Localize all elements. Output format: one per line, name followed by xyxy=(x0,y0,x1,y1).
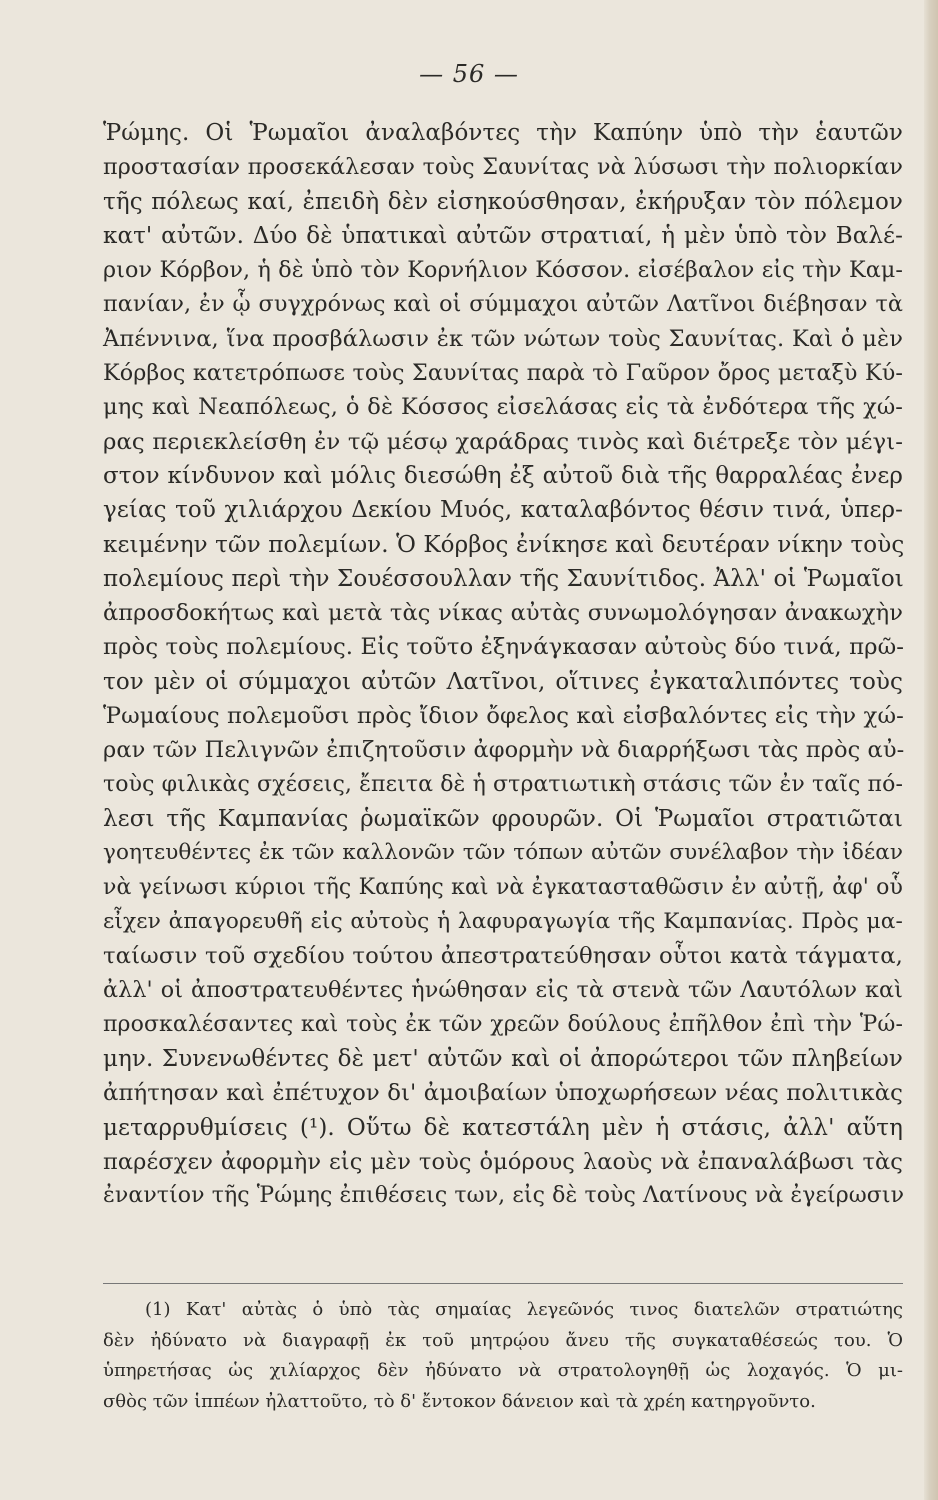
text-line: Κόρβος κατετρόπωσε τοὺς Σαυνίτας παρὰ τὸ Γαῦρον ὄρος μεταξὺ Κύ- xyxy=(103,360,903,387)
main-text xyxy=(103,116,903,1214)
text-line: μην. Συνενωθέντες δὲ μετ' αὐτῶν καὶ οἱ ἀπορώτεροι τῶν πληβείων xyxy=(103,1046,903,1073)
text-line: γοητευθέντες ἐκ τῶν καλλονῶν τῶν τόπων αὐτῶν συνέλαβον τὴν ἰδέαν xyxy=(103,840,903,866)
text-line: τῆς πόλεως καί, ἐπειδὴ δὲν εἰσηκούσθησαν, ἐκήρυξαν τὸν πόλεμον xyxy=(103,188,903,215)
text-line: προσκαλέσαντες καὶ τοὺς ἐκ τῶν χρεῶν δούλους ἐπῆλθον ἐπὶ τὴν Ῥώ- xyxy=(103,1011,903,1037)
text-line: στον κίνδυνον καὶ μόλις διεσώθη ἐξ αὐτοῦ διὰ τῆς θαρραλέας ἐνερ xyxy=(103,462,903,489)
page-spine-edge xyxy=(924,0,938,1500)
page-number: — 56 — xyxy=(419,60,519,88)
text-line: πανίαν, ἐν ᾧ συγχρόνως καὶ οἱ σύμμαχοι αὐτῶν Λατῖνοι διέβησαν τὰ xyxy=(103,291,903,318)
text-line: προστασίαν προσεκάλεσαν τοὺς Σαυνίτας νὰ λύσωσι τὴν πολιορκίαν xyxy=(103,154,903,181)
footnotes xyxy=(103,1295,903,1417)
footnote-line: δὲν ἠδύνατο νὰ διαγραφῇ ἐκ τοῦ μητρῴου ἄνευ τῆς συγκαταθέσεώς του. Ὁ xyxy=(103,1329,903,1351)
text-line: κατ' αὐτῶν. Δύο δὲ ὑπατικαὶ αὐτῶν στρατιαί, ἡ μὲν ὑπὸ τὸν Βαλέ- xyxy=(103,222,903,249)
text-line: πρὸς τοὺς πολεμίους. Εἰς τοῦτο ἐξηνάγκασαν αὐτοὺς δύο τινά, πρῶ- xyxy=(103,634,905,661)
text-line: ἐναντίον τῆς Ῥώμης ἐπιθέσεις των, εἰς δὲ τοὺς Λατίνους νὰ ἐγείρωσιν xyxy=(103,1183,905,1209)
footnote-separator xyxy=(103,1283,903,1284)
footnote-line: σθὸς τῶν ἱππέων ἠλαττοῦτο, τὸ δ' ἔντοκον δάνειον καὶ τὰ χρέη κατηργοῦντο. xyxy=(103,1390,816,1412)
text-line: μης καὶ Νεαπόλεως, ὁ δὲ Κόσσος εἰσελάσας εἰς τὰ ἐνδότερα τῆς χώ- xyxy=(103,394,903,421)
text-line: εἶχεν ἀπαγορευθῆ εἰς αὐτοὺς ἡ λαφυραγωγία τῆς Καμπανίας. Πρὸς μα- xyxy=(103,908,903,934)
text-line: Ῥώμης. Οἱ Ῥωμαῖοι ἀναλαβόντες τὴν Καπύην ὑπὸ τὴν ἑαυτῶν xyxy=(103,120,903,146)
text-line: ραν τῶν Πελιγνῶν ἐπιζητοῦσιν ἀφορμὴν νὰ διαρρήξωσι τὰς πρὸς αὐ- xyxy=(103,737,905,764)
text-line: λεσι τῆς Καμπανίας ῥωμαϊκῶν φρουρῶν. Οἱ Ῥωμαῖοι στρατιῶται xyxy=(103,805,903,832)
text-line: Ῥωμαίους πολεμοῦσι πρὸς ἴδιον ὄφελος καὶ εἰσβαλόντες εἰς τὴν χώ- xyxy=(103,703,904,730)
text-line: ἀπήτησαν καὶ ἐπέτυχον δι' ἀμοιβαίων ὑποχωρήσεων νέας πολιτικὰς xyxy=(103,1080,903,1107)
text-line: ρας περιεκλείσθη ἐν τῷ μέσῳ χαράδρας τινὸς καὶ διέτρεξε τὸν μέγι- xyxy=(103,428,903,455)
text-line: τον μὲν οἱ σύμμαχοι αὐτῶν Λατῖνοι, οἵτινες ἐγκαταλιπόντες τοὺς xyxy=(103,668,903,695)
text-line: Ἀπέννινα, ἵνα προσβάλωσιν ἐκ τῶν νώτων τοὺς Σαυνίτας. Καὶ ὁ μὲν xyxy=(103,325,903,352)
text-line: μεταρρυθμίσεις (¹). Οὕτω δὲ κατεστάλη μὲν ἡ στάσις, ἀλλ' αὕτη xyxy=(103,1114,903,1141)
text-line: πολεμίους περὶ τὴν Σουέσσουλλαν τῆς Σαυνίτιδος. Ἀλλ' οἱ Ῥωμαῖοι xyxy=(103,565,904,592)
footnote-line: (1) Κατ' αὐτὰς ὁ ὑπὸ τὰς σημαίας λεγεῶνός τινος διατελῶν στρατιώτης xyxy=(145,1299,903,1320)
text-line: γείας τοῦ χιλιάρχου Δεκίου Μυός, καταλαβόντος θέσιν τινά, ὑπερ- xyxy=(103,497,903,524)
text-line: κειμένην τῶν πολεμίων. Ὁ Κόρβος ἐνίκησε καὶ δευτέραν νίκην τοὺς xyxy=(103,531,905,558)
text-line: τοὺς φιλικὰς σχέσεις, ἔπειτα δὲ ἡ στρατιωτικὴ στάσις τῶν ἐν ταῖς πό- xyxy=(103,771,903,797)
text-line: ταίωσιν τοῦ σχεδίου τούτου ἀπεστρατεύθησαν οὗτοι κατὰ τάγματα, xyxy=(103,943,903,970)
text-line: ριον Κόρβον, ἡ δὲ ὑπὸ τὸν Κορνήλιον Κόσσον. εἰσέβαλον εἰς τὴν Καμ- xyxy=(103,257,903,284)
text-line: ἀπροσδοκήτως καὶ μετὰ τὰς νίκας αὐτὰς συνωμολόγησαν ἀνακωχὴν xyxy=(103,600,903,627)
text-line: παρέσχεν ἀφορμὴν εἰς μὲν τοὺς ὁμόρους λαοὺς νὰ ἐπαναλάβωσι τὰς xyxy=(103,1148,903,1175)
text-line: ἀλλ' οἱ ἀποστρατευθέντες ἡνώθησαν εἰς τὰ στενὰ τῶν Λαυτόλων καὶ xyxy=(103,977,903,1004)
footnote-line: ὑπηρετήσας ὡς χιλίαρχος δὲν ἠδύνατο νὰ στρατολογηθῇ ὡς λοχαγός. Ὁ μι- xyxy=(103,1360,903,1381)
text-line: νὰ γείνωσι κύριοι τῆς Καπύης καὶ νὰ ἐγκατασταθῶσιν ἐν αὐτῇ, ἀφ' οὗ xyxy=(103,874,903,900)
